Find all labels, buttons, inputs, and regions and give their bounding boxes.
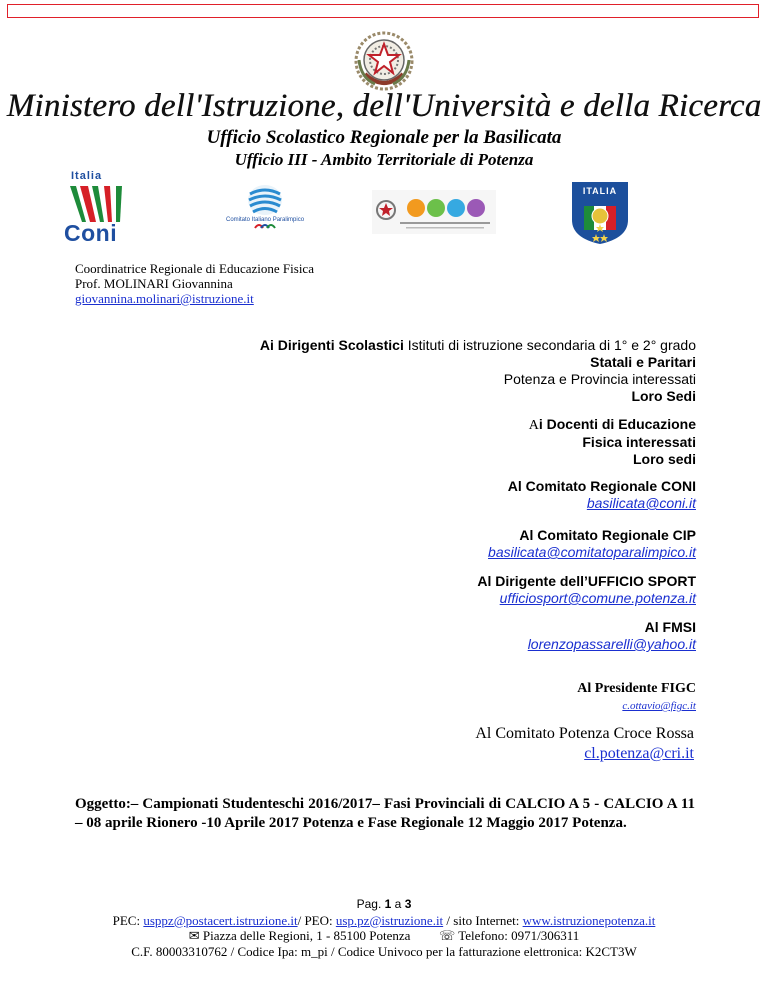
- coni-logo-top-text: Italia: [71, 170, 103, 182]
- recipient-1-line3: Potenza e Provincia interessati: [503, 371, 696, 387]
- peo-email-link[interactable]: usp.pz@istruzione.it: [335, 912, 444, 928]
- recipient-3-name: Al Comitato Regionale CONI: [507, 478, 696, 494]
- recipient-7-email-link[interactable]: c.ottavio@figc.it: [622, 700, 696, 712]
- recipient-2-line3: Loro sedi: [632, 451, 696, 467]
- recipient-fmsi: [528, 619, 696, 653]
- recipient-sport-office: [477, 573, 696, 607]
- coordinator-email-link[interactable]: giovannina.molinari@istruzione.it: [75, 291, 254, 306]
- coni-stripes-icon: [64, 184, 130, 224]
- territorial-office-title: Ufficio III - Ambito Territoriale di Potenza: [234, 150, 534, 169]
- cip-logo: [224, 184, 306, 234]
- figc-logo-text: ITALIA: [582, 186, 618, 196]
- cip-logo-text: Comitato Italiano Paralimpico: [226, 217, 305, 223]
- website-link[interactable]: www.istruzionepotenza.it: [522, 912, 656, 928]
- coni-logo: [64, 170, 130, 244]
- pec-email-link[interactable]: usppz@postacert.istruzione.it: [143, 912, 298, 928]
- italian-republic-emblem-icon: [353, 30, 415, 92]
- regional-office-title: Ufficio Scolastico Regionale per la Basilicata: [206, 127, 562, 148]
- recipient-red-cross: [475, 724, 694, 764]
- footer-address-line: [0, 928, 768, 944]
- recipient-cip: [488, 527, 696, 561]
- page-indicator: Pag. 1 a 3: [356, 897, 412, 911]
- recipient-5-name: Al Dirigente dell’UFFICIO SPORT: [477, 573, 696, 589]
- recipient-1-line2: Statali e Paritari: [590, 354, 696, 370]
- cip-globe-icon: [224, 184, 306, 234]
- figc-logo: [570, 180, 630, 246]
- recipient-pe-teachers: [529, 416, 696, 468]
- recipient-figc: [577, 680, 696, 715]
- recipient-school-directors: [260, 337, 696, 405]
- coordinator-role: Coordinatrice Regionale di Educazione Fisica: [75, 261, 314, 276]
- recipient-1-rest: Istituti di istruzione secondaria di 1° e 2° grado: [403, 337, 696, 353]
- top-border-frame: [7, 4, 759, 18]
- recipient-coni: [508, 478, 696, 512]
- footer-phone: Telefono: 0971/306311: [458, 928, 580, 943]
- coordinator-block: [75, 261, 314, 306]
- recipient-1-line4: Loro Sedi: [631, 388, 696, 404]
- recipient-3-email-link[interactable]: basilicata@coni.it: [586, 495, 696, 511]
- recipient-1-bold: Ai Dirigenti Scolastici: [259, 337, 404, 353]
- ministry-title: Ministero dell'Istruzione, dell'Università e della Ricerca: [6, 88, 762, 124]
- recipient-5-email-link[interactable]: ufficiosport@comune.potenza.it: [499, 590, 696, 606]
- recipient-8-email-link[interactable]: cl.potenza@cri.it: [584, 745, 694, 762]
- miur-banner-logo: [372, 190, 496, 234]
- footer-contacts: PEC: usppz@postacert.istruzione.it/ PEO: usp.pz@istruzione.it / sito Internet: www.istruzionepotenza.it: [112, 912, 656, 928]
- recipient-4-name: Al Comitato Regionale CIP: [519, 527, 696, 543]
- telephone-icon: ☏: [438, 928, 456, 943]
- coordinator-name: Prof. MOLINARI Giovannina: [75, 276, 233, 291]
- recipient-2-line2: Fisica interessati: [582, 434, 696, 450]
- recipient-6-email-link[interactable]: lorenzopassarelli@yahoo.it: [527, 636, 696, 652]
- recipient-4-email-link[interactable]: basilicata@comitatoparalimpico.it: [488, 544, 696, 560]
- coni-logo-bottom-text: Coni: [64, 220, 118, 246]
- recipient-2-initial: A: [528, 418, 539, 433]
- recipient-8-name: Al Comitato Potenza Croce Rossa: [475, 725, 694, 742]
- recipient-2-line1: i Docenti di Educazione: [538, 416, 696, 432]
- footer-address: Piazza delle Regioni, 1 - 85100 Potenza: [202, 928, 411, 943]
- footer-fiscal: C.F. 80003310762 / Codice Ipa: m_pi / Codice Univoco per la fatturazione elettronica: K2CT3W: [131, 943, 637, 959]
- subject-paragraph: Oggetto:– Campionati Studenteschi 2016/2017– Fasi Provinciali di CALCIO A 5 - CALCIO A 11 – 08 aprile Rionero -10 Aprile 2017 Potenza e Fase Regionale 12 Maggio 2017 Potenza.: [75, 796, 695, 831]
- envelope-icon: ✉: [188, 928, 200, 943]
- recipient-6-name: Al FMSI: [644, 619, 696, 635]
- recipient-7-name: Al Presidente FIGC: [577, 681, 696, 696]
- page-footer: [0, 897, 768, 959]
